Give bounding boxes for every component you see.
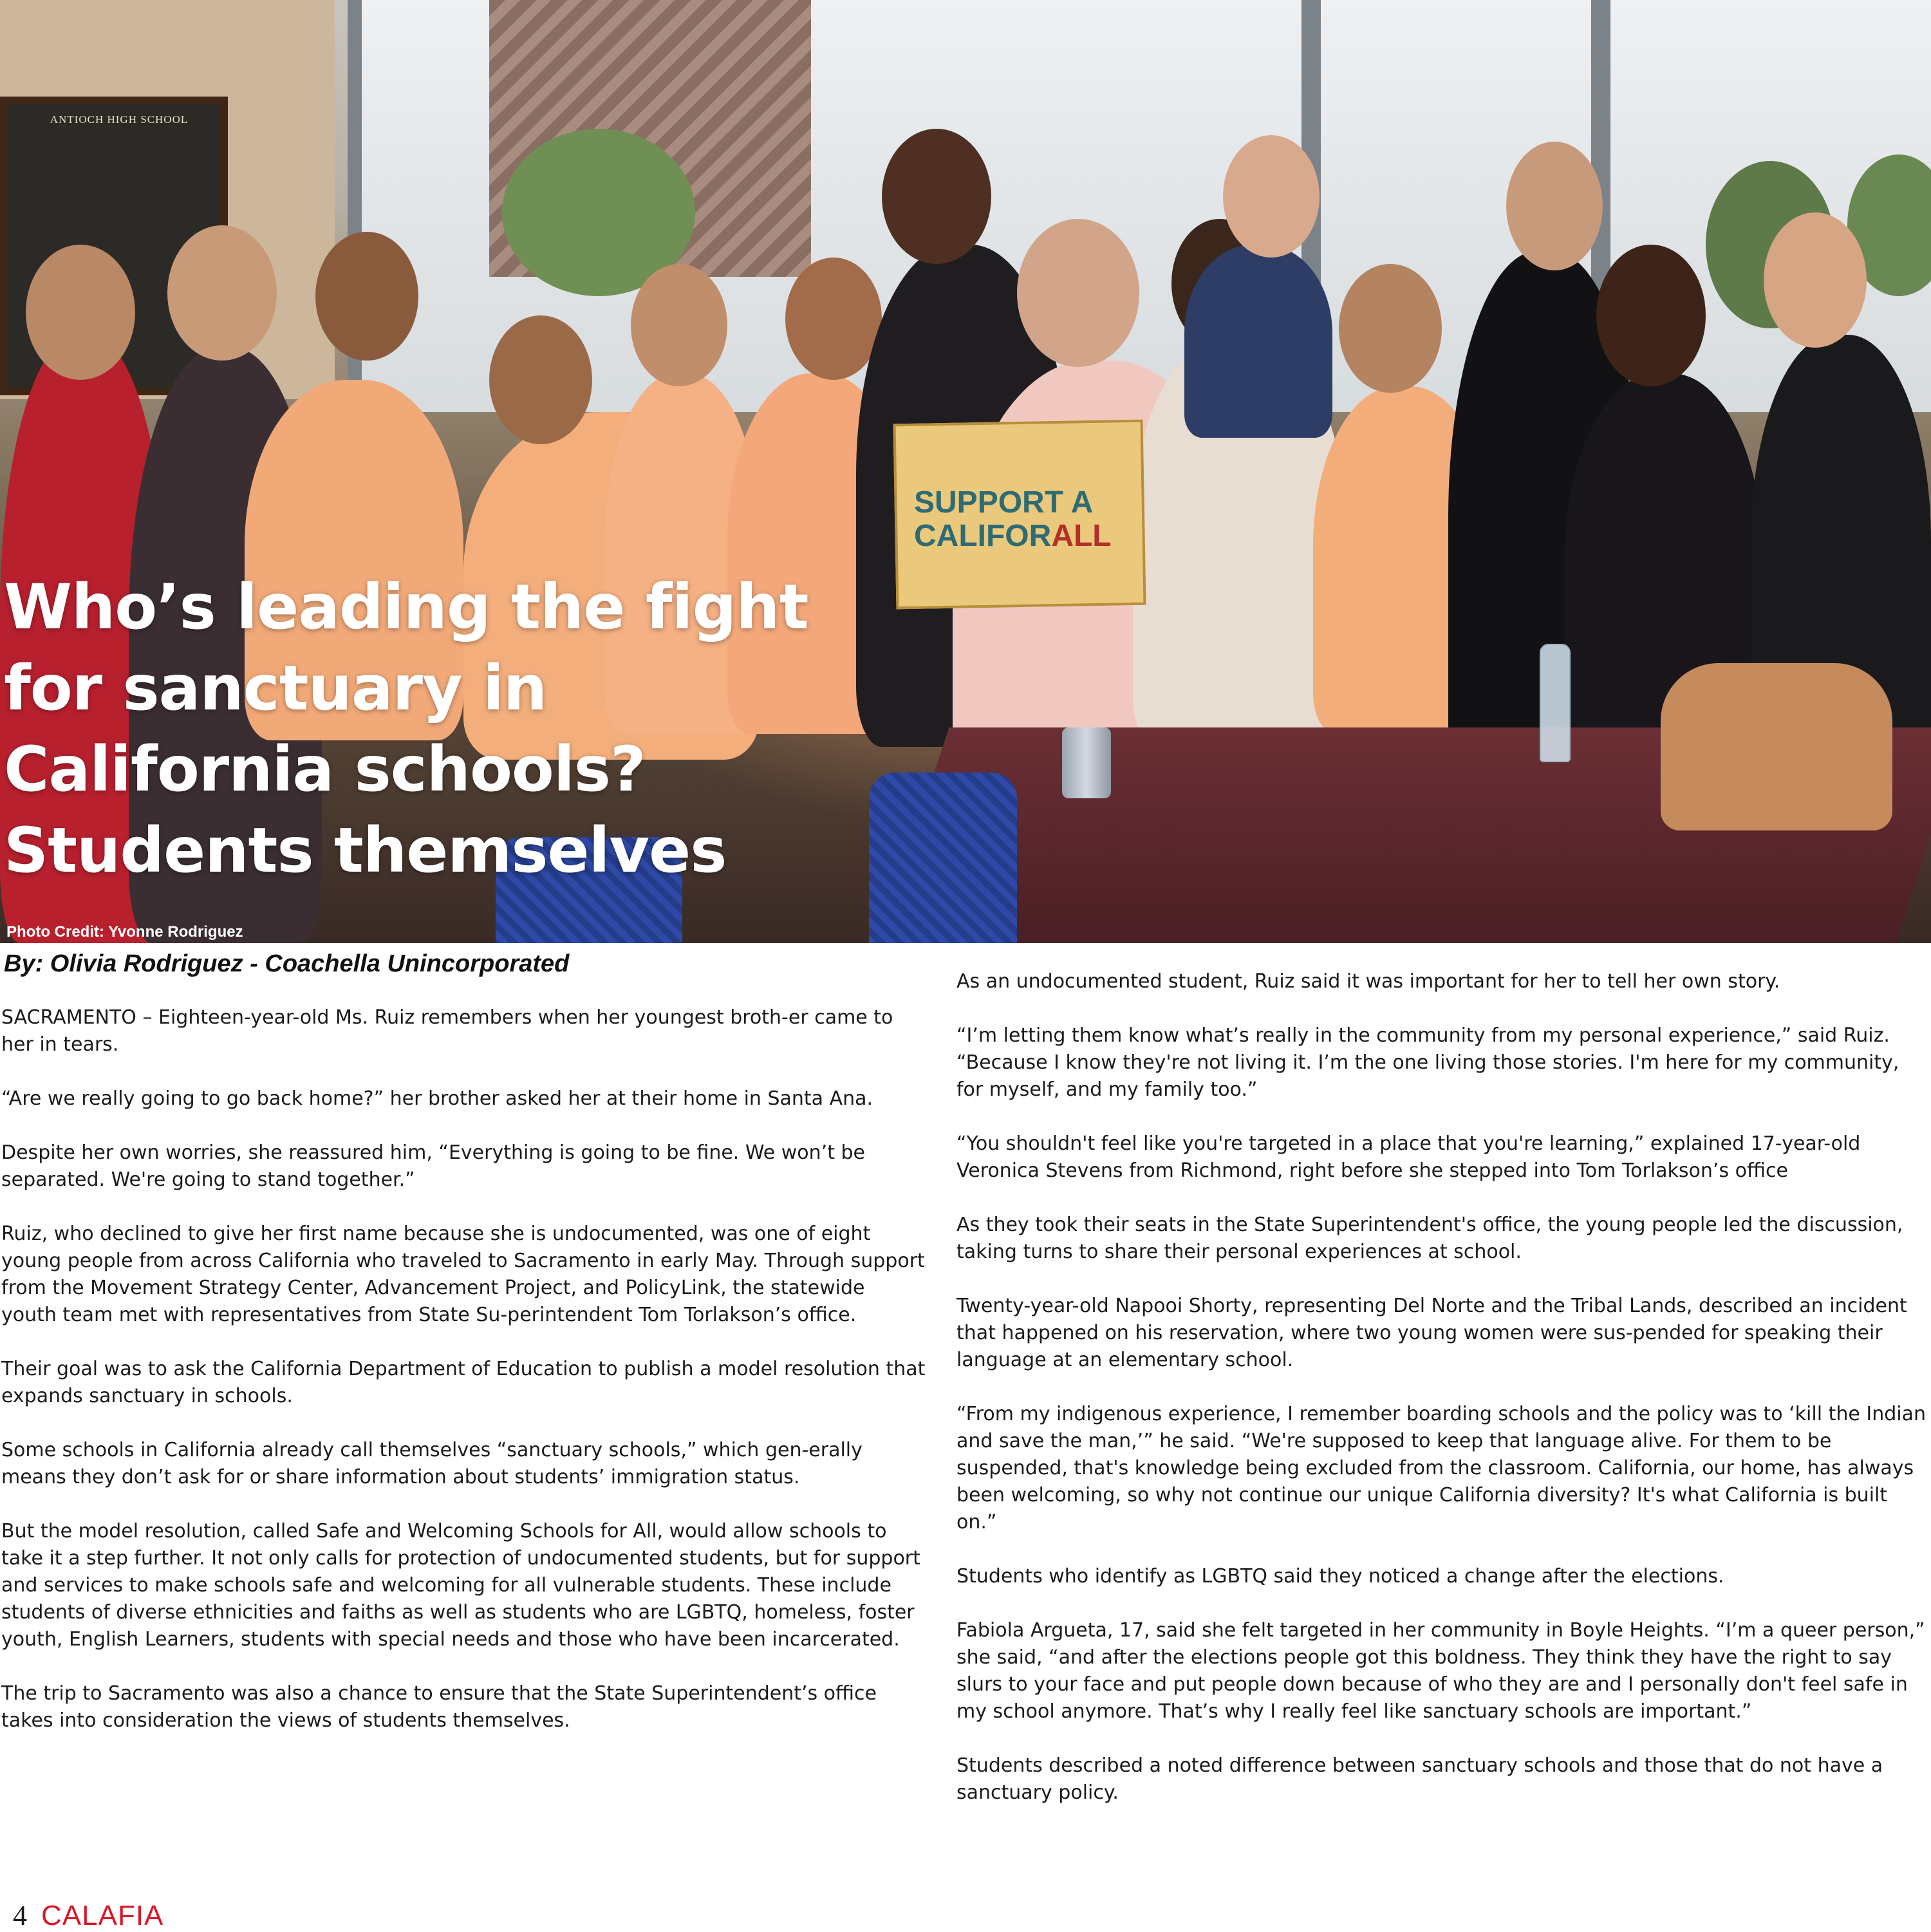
photo-person-head	[1339, 264, 1442, 393]
photo-person-head	[315, 232, 418, 361]
article-paragraph: SACRAMENTO – Eighteen-year-old Ms. Ruiz remembers when her youngest broth-er came to her in tears.	[1, 1006, 893, 1056]
photo-person-head	[26, 245, 135, 380]
article-paragraph: “I’m letting them know what’s really in the community from my personal experience,” said Ruiz. “Because I know they're not living it. I’m the one living those stories. I'm here for my community, for myself, and my family too.”	[956, 1024, 1899, 1101]
article-paragraph: Despite her own worries, she reassured him, “Everything is going to be fine. We won’t be separated. We're going to stand together.”	[1, 1141, 866, 1191]
support-sign-word: CALIFOR	[914, 519, 1052, 553]
article-paragraph: “From my indigenous experience, I remember boarding schools and the policy was to ‘kill the Indian and save the man,’” he said. “We're supposed to keep that language alive. For them to be suspended, that's knowledge being excluded from the classroom. California, our home, has always been welcoming, so why not continue our unique California diversity? It's what California is built on.”	[956, 1403, 1926, 1533]
article-paragraph: “You shouldn't feel like you're targeted in a place that you're learning,” explained 17-year-old Veronica Stevens from Richmond, right before she stepped into Tom Torlakson’s office	[956, 1132, 1861, 1182]
framed-picture-label: ANTIOCH HIGH SCHOOL	[50, 113, 189, 126]
article-column-right	[956, 968, 1928, 1834]
byline: By: Olivia Rodriguez - Coachella Unincorporated	[4, 950, 570, 977]
photo-person-head	[1506, 142, 1603, 270]
photo-person-head	[882, 129, 991, 264]
hero-photo	[0, 0, 1931, 943]
soda-can	[1062, 727, 1111, 798]
headline-line: California schools?	[4, 733, 646, 805]
article-paragraph: Twenty-year-old Napooi Shorty, representing Del Norte and the Tribal Lands, described an incident that happened on his reservation, where two young women were sus-pended for speaking their language at an elementary school.	[956, 1295, 1907, 1371]
photo-person-head	[1223, 135, 1320, 258]
headline-line: for sanctuary in	[4, 652, 547, 724]
photo-person-head	[167, 225, 277, 361]
backpack	[1661, 663, 1892, 830]
headline-line: Who’s leading the fight	[4, 571, 808, 643]
magazine-name: CALAFIA	[41, 1900, 164, 1931]
headline	[4, 567, 854, 891]
article-column-left	[1, 1004, 926, 1761]
support-sign-line1: SUPPORT A	[914, 485, 1094, 520]
article-paragraph: Students described a noted difference between sanctuary schools and those that do not have a sanctuary policy.	[956, 1754, 1883, 1804]
photo-person-head	[631, 264, 727, 386]
support-sign-line2	[914, 520, 1126, 553]
article-paragraph: Some schools in California already call themselves “sanctuary schools,” which gen-erally means they don’t ask for or share information about students’ immigration status.	[1, 1439, 863, 1488]
support-sign-word-accent: ALL	[1051, 519, 1112, 553]
photo-person	[1184, 245, 1332, 438]
page-number: 4	[13, 1900, 27, 1931]
article-paragraph: Ruiz, who declined to give her first name because she is undocumented, was one of eight young people from across California who traveled to Sacramento in early May. Through support from the Movement Strategy Center, Advancement Project, and PolicyLink, the statewide youth team met with representatives from State Su-perintendent Tom Torlakson’s office.	[1, 1223, 925, 1326]
photo-person-head	[1764, 212, 1867, 348]
office-chair	[869, 773, 1017, 943]
photo-person-head	[1596, 245, 1706, 386]
article-paragraph: The trip to Sacramento was also a chance to ensure that the State Superintendent’s office takes into consideration the views of students themselves.	[1, 1682, 877, 1732]
page-footer	[13, 1899, 163, 1931]
article-paragraph: Fabiola Argueta, 17, said she felt targeted in her community in Boyle Heights. “I’m a queer person,” she said, “and after the elections people got this boldness. They think they have the right to say slurs to your face and put people down because of who they are and I personally don't feel safe in my school anymore. That’s why I really feel like sanctuary schools are important.”	[956, 1619, 1925, 1723]
photo-person-head	[785, 258, 882, 380]
article-paragraph: “Are we really going to go back home?” her brother asked her at their home in Santa Ana.	[1, 1087, 873, 1110]
support-sign-text	[914, 486, 1126, 553]
photo-credit: Photo Credit: Yvonne Rodriguez	[6, 923, 243, 941]
article-paragraph: Students who identify as LGBTQ said they noticed a change after the elections.	[956, 1565, 1724, 1588]
headline-line: Students themselves	[4, 814, 727, 886]
photo-person-head	[489, 315, 592, 444]
water-bottle	[1540, 644, 1571, 762]
photo-person-head	[1017, 219, 1139, 367]
article-paragraph: As they took their seats in the State Superintendent's office, the young people led the discussion, taking turns to share their personal experiences at school.	[956, 1214, 1903, 1263]
article-paragraph: Their goal was to ask the California Department of Education to publish a model resolution that expands sanctuary in schools.	[1, 1358, 926, 1407]
article-paragraph: But the model resolution, called Safe and Welcoming Schools for All, would allow schools to take it a step further. It not only calls for protection of undocumented students, but for support and services to make schools safe and welcoming for all vulnerable students. These include students of diverse ethnicities and faiths as well as students who are LGBTQ, homeless, foster youth, English Learners, students with special needs and those who have been incarcerated.	[1, 1520, 920, 1651]
article-paragraph: As an undocumented student, Ruiz said it was important for her to tell her own story.	[956, 970, 1780, 993]
